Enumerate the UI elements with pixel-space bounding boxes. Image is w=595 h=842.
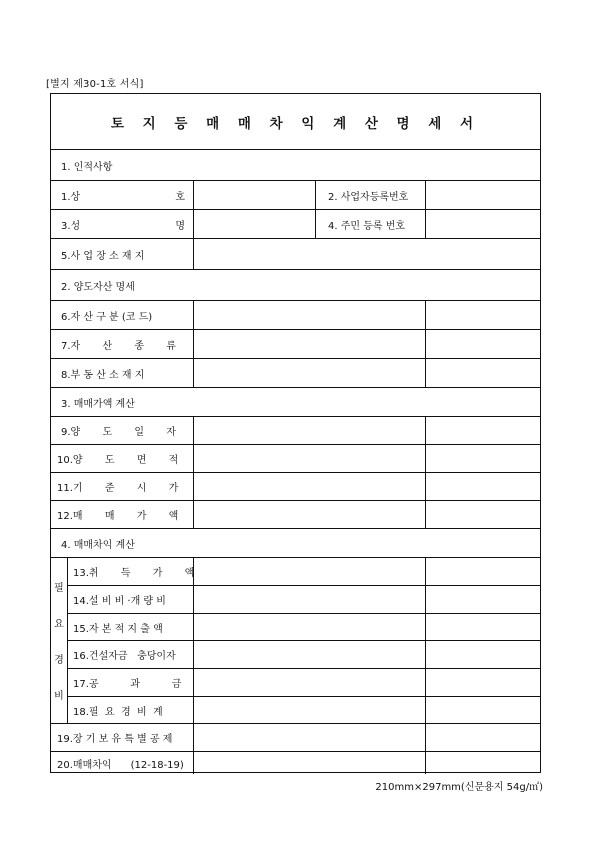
input-construction-interest-2[interactable] — [425, 641, 540, 668]
label-text: 3.성 — [61, 220, 81, 232]
row-trading-profit — [51, 751, 540, 774]
side-char: 요 — [54, 619, 64, 630]
row-asset-type — [51, 300, 540, 329]
label-expense-total: 18.필 요 경 비 계 — [73, 706, 163, 718]
input-standard-price-2[interactable] — [425, 473, 540, 500]
row-expense-total — [67, 696, 540, 723]
row-public-charges — [67, 668, 540, 696]
row-name — [51, 209, 540, 238]
input-asset-type-2[interactable] — [425, 301, 540, 329]
label-text-tail: 명 — [175, 220, 185, 232]
row-asset-kind — [51, 329, 540, 358]
input-long-term-deduction-2[interactable] — [425, 724, 540, 751]
row-property-location — [51, 358, 540, 387]
label-trading-profit: 20.매매차익 (12-18-19) — [57, 759, 184, 771]
input-trading-profit-2[interactable] — [425, 752, 540, 774]
label-property-location: 8.부 동 산 소 재 지 — [61, 369, 145, 381]
label-asset-type: 6.자 산 구 분 (코 드) — [61, 311, 153, 323]
label-transfer-date: 9.양 도 일 자 — [61, 427, 176, 438]
label-transfer-area: 10.양 도 면 적 — [57, 455, 179, 466]
label-name — [57, 210, 193, 238]
row-long-term-deduction — [51, 723, 540, 751]
section-header-assets — [51, 269, 540, 300]
input-transfer-area-2[interactable] — [425, 445, 540, 472]
row-transfer-area — [51, 444, 540, 472]
row-acquisition-price — [67, 557, 540, 585]
section-header-price — [51, 387, 540, 416]
side-char: 필 — [54, 583, 64, 594]
input-resident-no[interactable] — [425, 210, 540, 238]
title-row — [51, 94, 540, 149]
section-label: 2. 양도자산 명세 — [61, 281, 135, 293]
row-standard-price — [51, 472, 540, 500]
section-label: 1. 인적사항 — [61, 161, 113, 173]
label-facility-cost: 14.설 비 비 ·개 량 비 — [73, 596, 166, 607]
row-transfer-date — [51, 416, 540, 444]
label-asset-kind: 7.자 산 종 류 — [61, 340, 176, 352]
label-long-term-deduction: 19.장 기 보 유 특 별 공 제 — [57, 734, 173, 745]
label-standard-price: 11.기 준 시 가 — [57, 483, 179, 494]
label-location: 5.사 업 장 소 재 지 — [61, 250, 145, 262]
input-public-charges-2[interactable] — [425, 669, 540, 696]
form-title: 토 지 등 매 매 차 익 계 산 명 세 서 — [110, 115, 481, 132]
input-acquisition-price-2[interactable] — [425, 558, 540, 585]
label-capital-expenditure: 15.자 본 적 지 출 액 — [73, 623, 163, 635]
side-char: 경 — [54, 655, 64, 666]
label-text: 1.상 — [61, 191, 81, 203]
input-sale-price-2[interactable] — [425, 501, 540, 528]
row-capital-expenditure — [67, 613, 540, 640]
input-biz-no[interactable] — [425, 181, 540, 209]
input-transfer-date-2[interactable] — [425, 417, 540, 444]
input-capital-expenditure-2[interactable] — [425, 614, 540, 640]
section-header-personal — [51, 149, 540, 180]
label-public-charges: 17.공 과 금 — [73, 679, 182, 690]
section-header-profit — [51, 528, 540, 557]
section-label: 3. 매매가액 계산 — [61, 398, 135, 410]
row-construction-interest — [67, 640, 540, 668]
row-trade-name — [51, 180, 540, 209]
input-location[interactable] — [193, 239, 540, 269]
input-property-location-2[interactable] — [425, 359, 540, 387]
label-construction-interest: 16.건설자금 충당이자 — [73, 651, 176, 662]
input-asset-kind-2[interactable] — [425, 330, 540, 358]
row-sale-price — [51, 500, 540, 528]
label-trade-name — [57, 181, 193, 209]
row-location — [51, 238, 540, 269]
row-facility-cost — [67, 585, 540, 613]
input-expense-total-2[interactable] — [425, 697, 540, 723]
input-facility-cost-2[interactable] — [425, 586, 540, 613]
side-char: 비 — [54, 691, 64, 702]
label-biz-no: 2. 사업자등록번호 — [328, 191, 409, 203]
section-label: 4. 매매차익 계산 — [61, 539, 135, 551]
label-text-tail: 호 — [175, 191, 185, 203]
label-resident-no: 4. 주민 등록 번호 — [328, 220, 406, 232]
expense-side-label — [51, 557, 67, 723]
paper-spec: 210mm×297mm(신문용지 54g/㎡) — [375, 782, 543, 793]
form-number: [별지 제30-1호 서식] — [46, 79, 144, 90]
form-frame — [50, 93, 541, 773]
label-acquisition-price: 13.취 득 가 액 — [73, 568, 195, 579]
label-sale-price: 12.매 매 가 액 — [57, 511, 179, 522]
